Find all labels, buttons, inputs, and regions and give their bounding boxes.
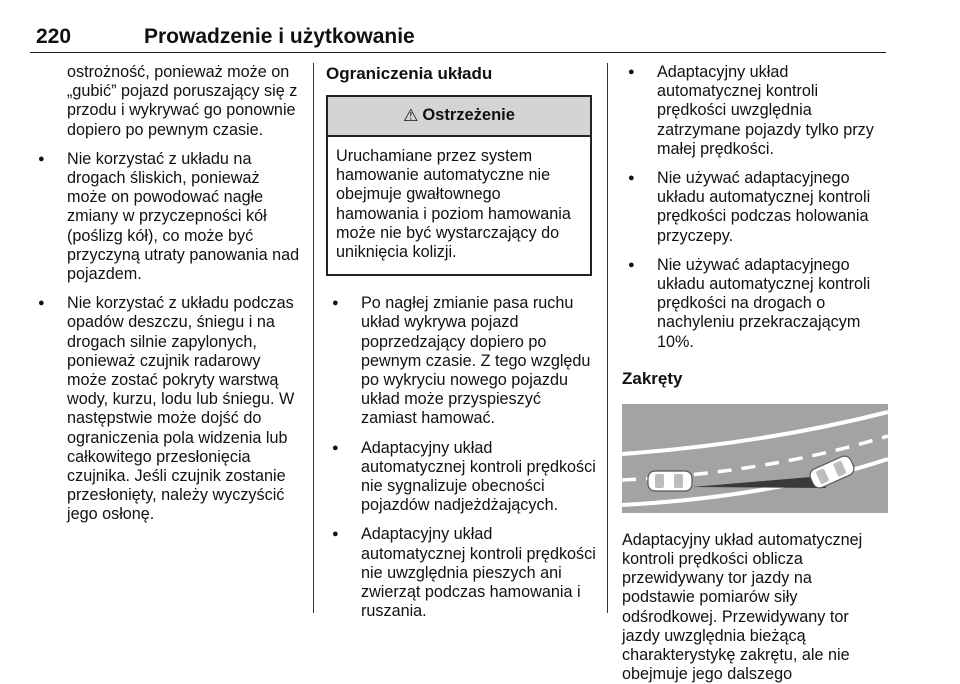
bullet-item: ● Po nagłej zmianie pasa ruchu układ wykrywa pojazd poprzedzający dopiero po pewnym czasie. Z tego względu po wykryciu nowego pojazdu układ może przyspieszyć zamiast hamować. xyxy=(326,294,596,428)
page-title: Prowadzenie i użytkowanie xyxy=(144,25,415,48)
bullet-item: ● Nie korzystać z układu podczas opadów deszczu, śniegu i na drogach silnie zapylonych, ponieważ czujnik radarowy może zostać pokryty warstwą wody, kurzu, lodu lub śniegu. W następstwie może dojść do ograniczenia pola widzenia lub całkowitego przesłonięcia czujnika. Jeśli czujnik zostanie przesłonięty, należy wyczyścić jego osłonę. xyxy=(32,294,302,524)
own-car-icon xyxy=(648,471,692,491)
bullet-item: ● Adaptacyjny układ automatycznej kontroli prędkości nie sygnalizuje obecności pojazdów nadjeżdżających. xyxy=(326,439,596,516)
body-paragraph: Adaptacyjny układ automatycznej kontroli prędkości oblicza przewidywany tor jazdy na podstawie pomiarów siły odśrodkowej. Przewidywany tor jazdy uwzględnia bieżącą charakterystykę zakrętu, ale nie obejmuje jego dalszego xyxy=(622,530,863,684)
section-heading: Zakręty xyxy=(622,368,683,388)
curve-illustration xyxy=(622,404,888,513)
bullet-item: ● Adaptacyjny układ automatycznej kontroli prędkości nie uwzględnia pieszych ani zwierząt podczas hamowania i ruszania. xyxy=(326,525,596,621)
warning-text: Uruchamiane przez system hamowanie automatyczne nie obejmuje gwałtownego hamowania i poziom hamowania może nie być wystarczający do uniknięcia kolizji. xyxy=(336,147,571,262)
column-divider-1 xyxy=(313,63,314,613)
bullet-item: ● Nie korzystać z układu na drogach śliskich, ponieważ może on powodować nagłe zmiany w przyczepności kół (poślizg kół), co może być przyczyną utraty panowania nad pojazdem. xyxy=(32,150,302,284)
warning-box xyxy=(326,95,592,276)
page-number: 220 xyxy=(36,25,72,48)
warning-header xyxy=(328,97,590,137)
continued-text: ostrożność, ponieważ może on „gubić” pojazd poruszający się z przodu i wykrywać go ponownie dopiero po pewnym czasie. xyxy=(67,63,298,139)
page-header xyxy=(30,19,886,53)
bullet-item: ● Nie używać adaptacyjnego układu automatycznej kontroli prędkości podczas holowania przyczepy. xyxy=(622,169,888,246)
column-2 xyxy=(326,63,596,621)
column-divider-2 xyxy=(607,63,608,613)
bullet-item: ● Nie używać adaptacyjnego układu automatycznej kontroli prędkości na drogach o nachyleniu przekraczającym 10%. xyxy=(622,256,888,352)
bullet-item: ● Adaptacyjny układ automatycznej kontroli prędkości uwzględnia zatrzymane pojazdy tylko przy małej prędkości. xyxy=(622,63,888,159)
column-1 xyxy=(32,63,302,525)
section-heading: Ograniczenia układu xyxy=(326,64,493,83)
warning-triangle-icon: ⚠ xyxy=(403,106,419,126)
warning-title: Ostrzeżenie xyxy=(422,106,515,125)
header-rule xyxy=(30,52,886,53)
column-3 xyxy=(622,63,888,684)
